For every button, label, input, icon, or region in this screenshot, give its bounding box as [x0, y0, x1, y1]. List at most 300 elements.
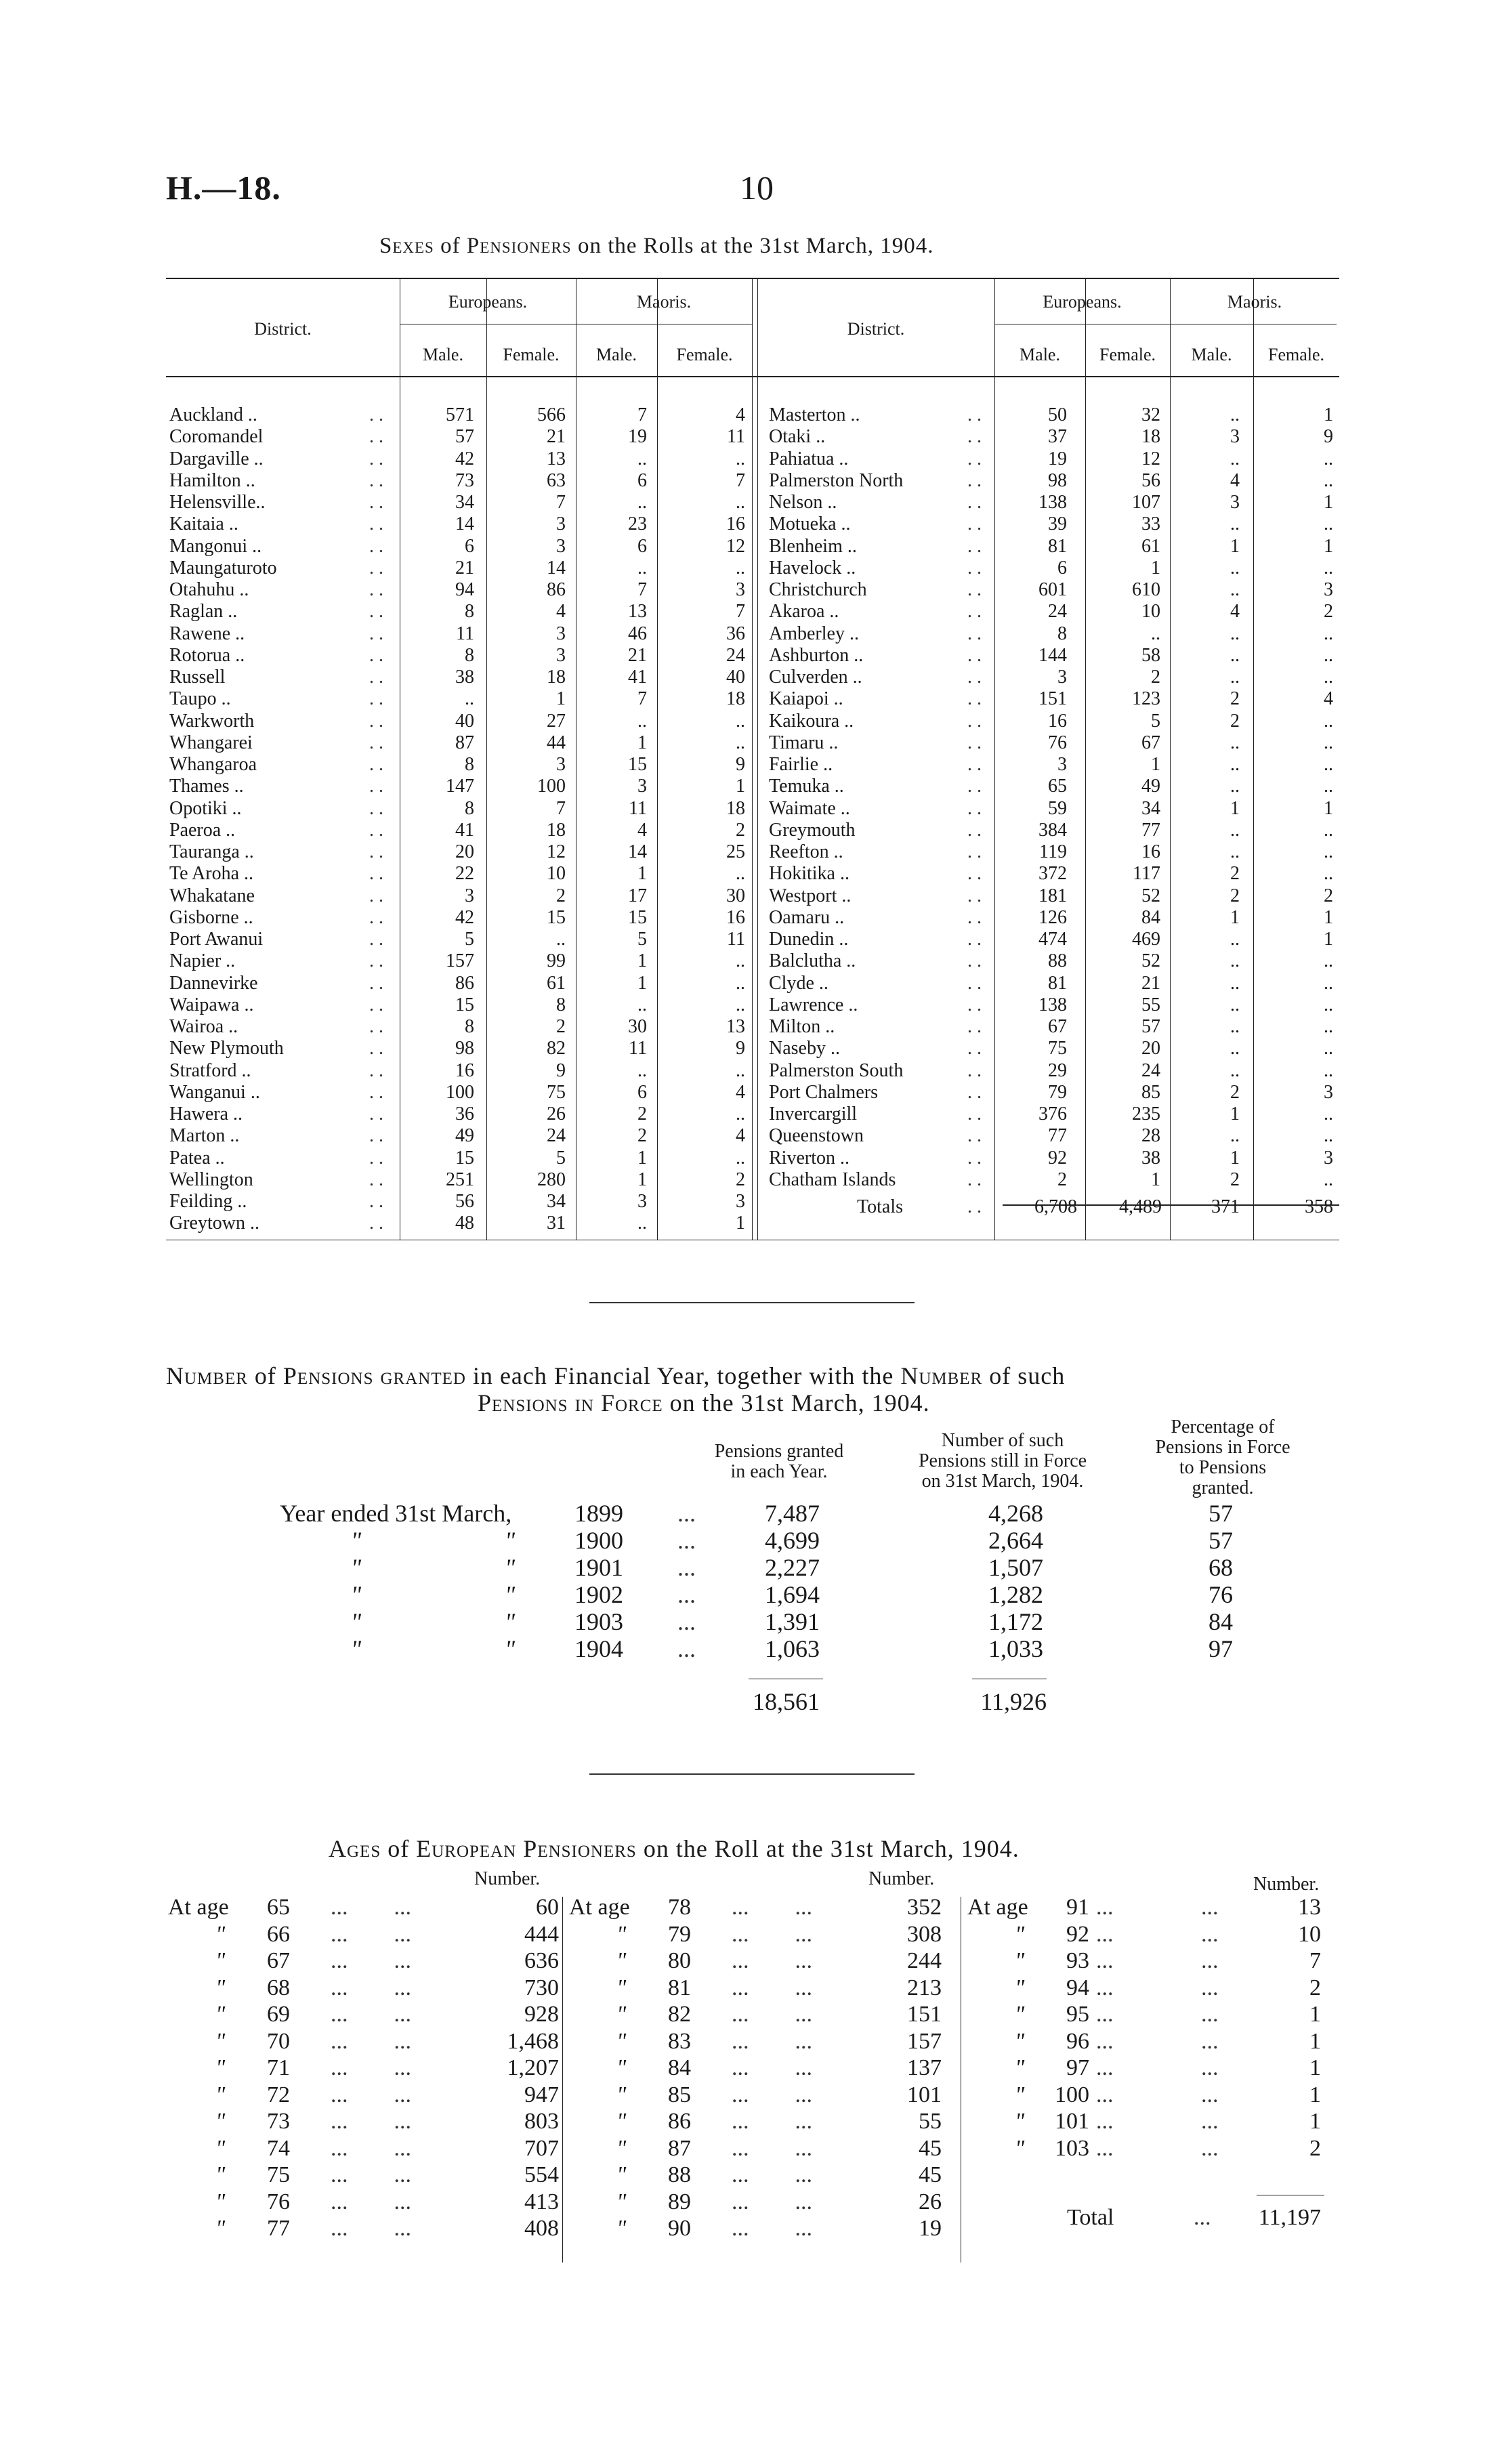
- column-header-female: Female.: [1267, 345, 1325, 364]
- maori-male: 11: [629, 1038, 647, 1059]
- district-name: Port Awanui: [169, 929, 264, 950]
- european-female: 1: [1151, 557, 1160, 579]
- leader-dots: . .: [369, 426, 383, 448]
- district-name: Thames ..: [169, 776, 244, 797]
- leader-dots: . .: [369, 906, 383, 928]
- title-word: Ages: [329, 1835, 381, 1862]
- age: 68: [267, 1975, 290, 2000]
- european-female: 58: [1141, 644, 1160, 666]
- district-name: Waimate ..: [769, 797, 850, 819]
- leader-dots: ... ...: [732, 2189, 812, 2214]
- leader-dots: . .: [967, 1016, 982, 1037]
- european-male: 6: [465, 535, 474, 557]
- district-name: Te Aroha ..: [169, 863, 254, 885]
- district-name: Hawera ..: [169, 1103, 243, 1124]
- pensions-granted: 1,391: [765, 1608, 820, 1635]
- european-female: 52: [1141, 950, 1160, 972]
- pensioner-count: 213: [907, 1975, 942, 2000]
- maori-female: 16: [726, 906, 745, 928]
- european-female: 61: [1141, 535, 1160, 557]
- age-prefix: ": [215, 2162, 226, 2187]
- european-female: 75: [547, 1081, 566, 1103]
- european-male: 251: [446, 1169, 474, 1190]
- leader-dots: ...: [1096, 1948, 1114, 1973]
- column-header-percentage: Pensions in Force: [1155, 1437, 1290, 1458]
- leader-dots: ...: [677, 1635, 696, 1662]
- leader-dots: ...: [1201, 1975, 1219, 2000]
- district-name: Ashburton ..: [769, 644, 864, 666]
- european-male: 138: [1038, 994, 1067, 1015]
- age: 82: [668, 2002, 691, 2027]
- maori-female: ..: [736, 950, 745, 972]
- column-rule: [562, 1897, 563, 2263]
- district-name: Palmerston South: [769, 1059, 904, 1081]
- european-male: 42: [455, 906, 474, 928]
- maori-female: 18: [726, 797, 745, 819]
- age-prefix: ": [616, 1948, 627, 1973]
- european-male: 94: [455, 579, 474, 600]
- age-prefix: ": [1015, 2055, 1025, 2080]
- district-name: Rawene ..: [169, 623, 245, 644]
- maori-female: ..: [736, 557, 745, 579]
- pensions-granted: 7,487: [765, 1500, 820, 1527]
- leader-dots: ... ...: [732, 2002, 812, 2027]
- european-male: 77: [1048, 1125, 1067, 1147]
- age-prefix: ": [616, 2162, 627, 2187]
- leader-dots: . .: [369, 885, 383, 906]
- column-header-in-force: Pensions still in Force: [918, 1450, 1087, 1471]
- maori-male: ..: [1230, 623, 1240, 644]
- age: 94: [1066, 1975, 1089, 2000]
- leader-dots: . .: [369, 1103, 383, 1124]
- leader-dots: . .: [967, 1125, 982, 1147]
- european-male: 42: [455, 448, 474, 469]
- maori-male: 6: [637, 1081, 647, 1103]
- leader-dots: . .: [369, 754, 383, 775]
- district-name: Russell: [169, 667, 226, 688]
- maori-male: ..: [1230, 1038, 1240, 1059]
- leader-dots: . .: [967, 667, 982, 688]
- column-header-granted: Pensions granted: [714, 1441, 844, 1462]
- leader-dots: . .: [369, 732, 383, 753]
- maori-female: ..: [1324, 1169, 1333, 1190]
- title-word: Pensions granted: [282, 1362, 466, 1389]
- year: 1902: [574, 1581, 623, 1608]
- leader-dots: ...: [1201, 2028, 1219, 2054]
- pensioner-count: 151: [907, 2002, 942, 2027]
- european-female: 49: [1141, 776, 1160, 797]
- age-prefix: ": [215, 2028, 226, 2054]
- maori-male: 1: [1230, 1147, 1240, 1169]
- column-header-percentage: Percentage of: [1171, 1416, 1275, 1437]
- district-name: Napier ..: [169, 950, 236, 972]
- european-male: 98: [1048, 469, 1067, 491]
- maori-female: 7: [736, 469, 745, 491]
- district-name: Otahuhu ..: [169, 579, 249, 600]
- district-name: Masterton ..: [769, 404, 860, 425]
- percentage-in-force: 68: [1209, 1554, 1233, 1581]
- district-name: Whangarei: [169, 732, 253, 753]
- age-prefix: ": [1015, 2109, 1025, 2134]
- leader-dots: . .: [369, 513, 383, 535]
- maori-male: 7: [637, 579, 647, 600]
- european-female: 9: [556, 1059, 566, 1081]
- leader-dots: ... ...: [732, 2028, 812, 2054]
- maori-male: 3: [637, 776, 647, 797]
- district-name: Warkworth: [169, 710, 255, 732]
- maori-male: ..: [1230, 819, 1240, 841]
- pensions-granted: 1,694: [765, 1581, 820, 1608]
- maori-female: 25: [726, 841, 745, 862]
- leader-dots: . .: [967, 732, 982, 753]
- maori-male: ..: [637, 994, 647, 1015]
- maori-male: 1: [1230, 906, 1240, 928]
- leader-dots: ... ...: [732, 1895, 812, 1920]
- total-maori-male: 371: [1211, 1196, 1240, 1217]
- european-female: 85: [1141, 1081, 1160, 1103]
- leader-dots: . .: [369, 601, 383, 623]
- european-female: 34: [1141, 797, 1160, 819]
- district-name: Mangonui ..: [169, 535, 262, 557]
- european-female: 21: [547, 426, 566, 448]
- pensions-in-force: 1,282: [988, 1581, 1043, 1608]
- age: 67: [267, 1948, 290, 1973]
- maori-male: 1: [637, 1147, 647, 1169]
- european-male: 5: [465, 929, 474, 950]
- maori-male: 2: [1230, 863, 1240, 885]
- european-male: 39: [1048, 513, 1067, 535]
- european-male: 151: [1038, 688, 1067, 710]
- european-female: 15: [547, 906, 566, 928]
- district-name: Kaitaia ..: [169, 513, 238, 535]
- pensions-granted: 1,063: [765, 1635, 820, 1662]
- leader-dots: ...: [1096, 2002, 1114, 2027]
- maori-male: 2: [637, 1125, 647, 1147]
- leader-dots: ... ...: [732, 1975, 812, 2000]
- maori-male: 2: [637, 1103, 647, 1124]
- pensioner-count: 1: [1309, 2055, 1321, 2080]
- percentage-in-force: 57: [1209, 1500, 1233, 1527]
- leader-dots: ... ...: [331, 2082, 411, 2107]
- maori-male: 21: [628, 644, 647, 666]
- maori-male: ..: [1230, 754, 1240, 775]
- district-name: Raglan ..: [169, 601, 238, 623]
- european-male: 144: [1038, 644, 1067, 666]
- maori-female: 36: [726, 623, 745, 644]
- leader-dots: . .: [369, 972, 383, 994]
- leader-dots: ... ...: [331, 2162, 411, 2187]
- district-name: Wellington: [169, 1169, 253, 1190]
- maori-male: ..: [1230, 667, 1240, 688]
- leader-dots: ...: [677, 1581, 696, 1608]
- european-female: 10: [1141, 601, 1160, 623]
- title-word: of such: [989, 1362, 1066, 1389]
- pensioner-count: 1: [1309, 2028, 1321, 2054]
- total-european-female: 4,489: [1119, 1196, 1162, 1217]
- maori-female: 4: [736, 1125, 745, 1147]
- age: 79: [668, 1921, 691, 1947]
- maori-female: ..: [1324, 732, 1333, 753]
- district-name: Taupo ..: [169, 688, 231, 710]
- district-name: Opotiki ..: [169, 797, 242, 819]
- european-female: 5: [556, 1147, 566, 1169]
- leader-dots: . .: [967, 557, 982, 579]
- european-female: 3: [556, 754, 566, 775]
- maori-female: ..: [736, 710, 745, 732]
- european-male: 21: [455, 557, 474, 579]
- maori-male: 14: [628, 841, 647, 862]
- leader-dots: . .: [369, 579, 383, 600]
- european-female: 13: [547, 448, 566, 469]
- maori-female: 11: [727, 929, 745, 950]
- leader-dots: ...: [677, 1500, 696, 1527]
- european-male: 8: [1057, 623, 1067, 644]
- age: 80: [668, 1948, 691, 1973]
- european-male: 48: [455, 1213, 474, 1234]
- maori-male: ..: [1230, 929, 1240, 950]
- pensioner-count: 137: [907, 2055, 942, 2080]
- leader-dots: . .: [369, 797, 383, 819]
- leader-dots: . .: [967, 710, 982, 732]
- maori-male: ..: [1230, 513, 1240, 535]
- column-header-female: Female.: [503, 345, 560, 364]
- european-male: 75: [1048, 1038, 1067, 1059]
- pensioner-count: 244: [907, 1948, 942, 1973]
- maori-male: ..: [1230, 579, 1240, 600]
- column-header-in-force: on 31st March, 1904.: [921, 1471, 1084, 1492]
- leader-dots: . .: [369, 557, 383, 579]
- title-word: Pensioners: [466, 234, 572, 258]
- leader-dots: . .: [967, 950, 982, 972]
- maori-female: ..: [1324, 1038, 1333, 1059]
- district-name: Nelson ..: [769, 492, 837, 513]
- european-female: 18: [547, 667, 566, 688]
- leader-dots: ... ...: [331, 2002, 411, 2027]
- maori-female: ..: [736, 863, 745, 885]
- district-name: Invercargill: [769, 1103, 858, 1124]
- maori-female: ..: [1324, 841, 1333, 862]
- pensions-in-force: 1,507: [988, 1554, 1043, 1581]
- european-female: 3: [556, 623, 566, 644]
- maori-female: 1: [1324, 906, 1333, 928]
- age: 76: [267, 2189, 290, 2214]
- maori-male: ..: [637, 1213, 647, 1234]
- european-male: 601: [1038, 579, 1067, 600]
- age-prefix: ": [616, 2055, 627, 2080]
- maori-female: ..: [1324, 710, 1333, 732]
- leader-dots: ...: [1201, 2082, 1219, 2107]
- pensioner-count: 1,207: [507, 2055, 559, 2080]
- age: 81: [668, 1975, 691, 2000]
- maori-male: 2: [1230, 688, 1240, 710]
- european-female: 24: [1141, 1059, 1160, 1081]
- maori-male: 1: [637, 863, 647, 885]
- age-prefix: ": [1015, 2002, 1025, 2027]
- district-name: Auckland ..: [169, 404, 257, 425]
- district-name: Whakatane: [169, 885, 255, 906]
- european-male: 181: [1038, 885, 1067, 906]
- european-male: 372: [1038, 863, 1067, 885]
- european-female: 86: [547, 579, 566, 600]
- district-name: Fairlie ..: [769, 754, 833, 775]
- maori-male: 4: [1230, 469, 1240, 491]
- percentage-in-force: 84: [1209, 1608, 1233, 1635]
- age: 71: [267, 2055, 290, 2080]
- european-male: 571: [446, 404, 474, 425]
- pensions-granted: 4,699: [765, 1527, 820, 1554]
- european-male: 147: [446, 776, 474, 797]
- leader-dots: ...: [1201, 2109, 1219, 2134]
- european-female: 44: [547, 732, 566, 753]
- european-male: 14: [455, 513, 474, 535]
- maori-male: ..: [1230, 1059, 1240, 1081]
- european-male: 34: [455, 492, 474, 513]
- age: 66: [267, 1921, 290, 1947]
- european-female: 16: [1141, 841, 1160, 862]
- age: 77: [267, 2216, 290, 2241]
- district-name: Dunedin ..: [769, 929, 849, 950]
- district-name: Wanganui ..: [169, 1081, 260, 1103]
- district-name: Christchurch: [769, 579, 867, 600]
- european-female: 32: [1141, 404, 1160, 425]
- european-male: 11: [456, 623, 474, 644]
- leader-dots: ...: [677, 1608, 696, 1635]
- maori-male: 1: [1230, 797, 1240, 819]
- maori-male: 6: [637, 535, 647, 557]
- maori-female: 18: [726, 688, 745, 710]
- european-female: 3: [556, 513, 566, 535]
- district-name: Dargaville ..: [169, 448, 264, 469]
- pensioner-count: 1: [1309, 2002, 1321, 2027]
- document-reference: H.—18.: [166, 169, 281, 207]
- maori-female: ..: [1324, 667, 1333, 688]
- leader-dots: . .: [967, 819, 982, 841]
- leader-dots: . .: [967, 776, 982, 797]
- age: 84: [668, 2055, 691, 2080]
- european-female: 610: [1132, 579, 1160, 600]
- maori-male: 3: [1230, 426, 1240, 448]
- leader-dots: . .: [369, 623, 383, 644]
- district-name: Coromandel: [169, 426, 264, 448]
- pensioner-count: 157: [907, 2028, 942, 2054]
- column-header-granted: in each Year.: [730, 1461, 828, 1482]
- age-prefix: ": [616, 2028, 627, 2054]
- european-male: 376: [1038, 1103, 1067, 1124]
- column-header-europeans: Europeans.: [448, 292, 528, 312]
- european-female: 8: [556, 994, 566, 1015]
- age: 91: [1066, 1895, 1089, 1920]
- title-word: on the Roll at the 31st March, 1904.: [643, 1835, 1020, 1862]
- european-female: 4: [556, 601, 566, 623]
- pensioner-count: 10: [1298, 1921, 1321, 1947]
- maori-female: 24: [726, 644, 745, 666]
- leader-dots: . .: [369, 1016, 383, 1037]
- european-male: 81: [1048, 972, 1067, 994]
- district-name: Timaru ..: [769, 732, 839, 753]
- district-name: Milton ..: [769, 1016, 835, 1037]
- leader-dots: ...: [1096, 1895, 1114, 1920]
- leader-dots: . .: [967, 863, 982, 885]
- european-female: 55: [1141, 994, 1160, 1015]
- leader-dots: . .: [369, 929, 383, 950]
- age: 92: [1066, 1921, 1089, 1947]
- maori-female: 3: [1324, 579, 1333, 600]
- european-female: 21: [1141, 972, 1160, 994]
- maori-female: 9: [736, 754, 745, 775]
- district-name: Gisborne ..: [169, 906, 253, 928]
- title-word: in each Financial Year, together with the: [472, 1362, 894, 1389]
- district-name: Stratford ..: [169, 1059, 251, 1081]
- leader-dots: ... ...: [331, 2028, 411, 2054]
- leader-dots: ... ...: [732, 2055, 812, 2080]
- maori-male: 2: [1230, 710, 1240, 732]
- maori-male: 6: [637, 469, 647, 491]
- age: 96: [1066, 2028, 1089, 2054]
- age-prefix: ": [616, 2082, 627, 2107]
- maori-male: 30: [628, 1016, 647, 1037]
- district-name: Whangaroa: [169, 754, 257, 775]
- leader-dots: ... ...: [732, 2082, 812, 2107]
- leader-dots: . .: [369, 688, 383, 710]
- maori-male: ..: [637, 448, 647, 469]
- european-male: 56: [455, 1191, 474, 1212]
- age: 100: [1055, 2082, 1089, 2107]
- district-name: Palmerston North: [769, 469, 904, 491]
- leader-dots: ...: [677, 1527, 696, 1554]
- maori-female: ..: [736, 1147, 745, 1169]
- leader-dots: ...: [1201, 2135, 1219, 2161]
- maori-male: ..: [1230, 644, 1240, 666]
- pensioner-count: 308: [907, 1921, 942, 1947]
- leader-dots: . .: [967, 841, 982, 862]
- european-female: ..: [1151, 623, 1160, 644]
- maori-female: 4: [736, 404, 745, 425]
- district-name: New Plymouth: [169, 1038, 284, 1059]
- district-name: Greymouth: [769, 819, 856, 841]
- european-female: 117: [1133, 863, 1160, 885]
- european-male: 474: [1038, 929, 1067, 950]
- pensioner-count: 947: [524, 2082, 559, 2107]
- european-male: 76: [1048, 732, 1067, 753]
- pensioner-count: 7: [1309, 1948, 1321, 1973]
- ditto-mark: ": [505, 1554, 516, 1581]
- european-male: 57: [455, 426, 474, 448]
- column-header-male: Male.: [423, 345, 463, 364]
- total-european-male: 6,708: [1034, 1196, 1077, 1217]
- district-name: Tauranga ..: [169, 841, 254, 862]
- european-male: 157: [446, 950, 474, 972]
- leader-dots: . .: [967, 885, 982, 906]
- european-female: 61: [547, 972, 566, 994]
- maori-male: 15: [628, 754, 647, 775]
- leader-dots: ... ...: [732, 1921, 812, 1947]
- district-name: Blenheim ..: [769, 535, 857, 557]
- pensioner-count: 2: [1309, 1975, 1321, 2000]
- maori-female: 2: [736, 819, 745, 841]
- leader-dots: . .: [967, 448, 982, 469]
- maori-female: 1: [1324, 797, 1333, 819]
- leader-dots: . .: [967, 644, 982, 666]
- leader-dots: . .: [369, 1081, 383, 1103]
- european-female: 10: [547, 863, 566, 885]
- european-female: 18: [547, 819, 566, 841]
- maori-male: ..: [1230, 950, 1240, 972]
- leader-dots: ... ...: [331, 2109, 411, 2134]
- leader-dots: . .: [369, 863, 383, 885]
- totals-label: Totals: [857, 1196, 904, 1217]
- district-name: Amberley ..: [769, 623, 859, 644]
- title-word: on the 31st March, 1904.: [669, 1389, 930, 1416]
